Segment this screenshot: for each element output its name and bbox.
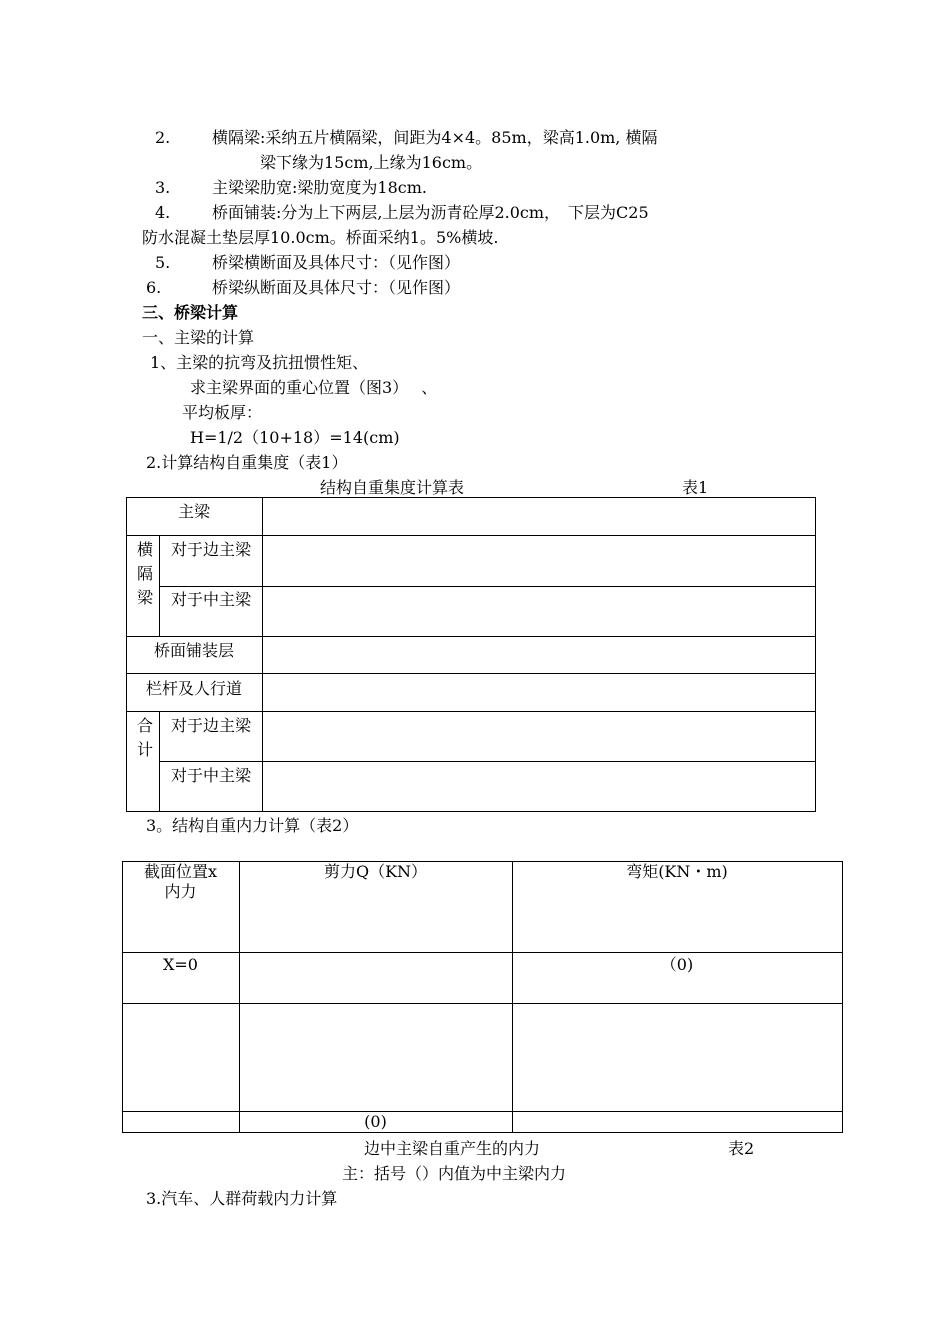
row-x0-moment: （0) xyxy=(660,955,694,974)
row-railing: 栏杆及人行道 xyxy=(145,679,242,698)
row-total: 合计 xyxy=(136,716,153,759)
item-2-text: 横隔梁:采纳五片横隔梁，间距为4×4。85m，梁高1.0m, 横隔 xyxy=(212,128,658,147)
row-main-beam: 主梁 xyxy=(177,502,210,521)
item-5-number: 5. xyxy=(155,253,171,272)
row-cross-beam: 横隔梁 xyxy=(136,540,153,607)
paragraph-5: 2.计算结构自重集度（表1） xyxy=(146,453,348,472)
header-moment: 弯矩(KN・m) xyxy=(626,862,728,881)
row-cross-beam-edge: 对于边主梁 xyxy=(170,540,251,559)
table2-caption: 边中主梁自重产生的内力 xyxy=(364,1139,541,1158)
item-5-text: 桥梁横断面及具体尺寸：（见作图） xyxy=(212,253,461,272)
item-6-text: 桥梁纵断面及具体尺寸：（见作图） xyxy=(212,278,461,297)
item-4-number: 4. xyxy=(155,203,171,222)
row-deck: 桥面铺装层 xyxy=(153,641,234,660)
subsection-heading: 一、主梁的计算 xyxy=(142,328,255,347)
table2-label: 表2 xyxy=(728,1139,755,1158)
item-4-text: 桥面铺装:分为上下两层,上层为沥青砼厚2.0cm， 下层为C25 xyxy=(212,203,649,222)
table1-caption: 结构自重集度计算表 xyxy=(320,478,465,497)
item-2-number: 2. xyxy=(155,128,171,147)
paragraph-2: 求主梁界面的重心位置（图3） 、 xyxy=(190,378,438,397)
item-6-number: 6. xyxy=(146,278,162,297)
item-4-continuation: 防水混凝土垫层厚10.0cm。桥面采纳1。5%横坡. xyxy=(142,228,499,247)
paragraph-3: 平均板厚： xyxy=(182,403,263,422)
row-last-shear: (0) xyxy=(364,1112,387,1131)
item-2-continuation: 梁下缘为15cm,上缘为16cm。 xyxy=(260,153,483,172)
item-3-text: 主梁梁肋宽:梁肋宽度为18cm. xyxy=(212,178,427,197)
paragraph-1: 1、主梁的抗弯及抗扭惯性矩、 xyxy=(150,353,369,372)
row-x0: X=0 xyxy=(163,955,198,974)
section-heading: 三、桥梁计算 xyxy=(142,303,239,322)
header-internal-force: 内力 xyxy=(164,882,197,901)
header-shear: 剪力Q（KN） xyxy=(323,862,428,881)
row-total-edge: 对于边主梁 xyxy=(170,716,251,735)
table2-note: 主：括号（）内值为中主梁内力 xyxy=(342,1164,567,1183)
header-position: 截面位置x xyxy=(143,862,218,881)
table1-label: 表1 xyxy=(682,478,709,497)
final-heading: 3.汽车、人群荷载内力计算 xyxy=(146,1189,338,1208)
row-total-mid: 对于中主梁 xyxy=(170,766,251,785)
item-3-number: 3. xyxy=(155,178,171,197)
table2-intro: 3。结构自重内力计算（表2） xyxy=(146,816,359,835)
row-cross-beam-mid: 对于中主梁 xyxy=(170,590,251,609)
formula: H=1/2（10+18）=14(cm) xyxy=(190,428,400,447)
